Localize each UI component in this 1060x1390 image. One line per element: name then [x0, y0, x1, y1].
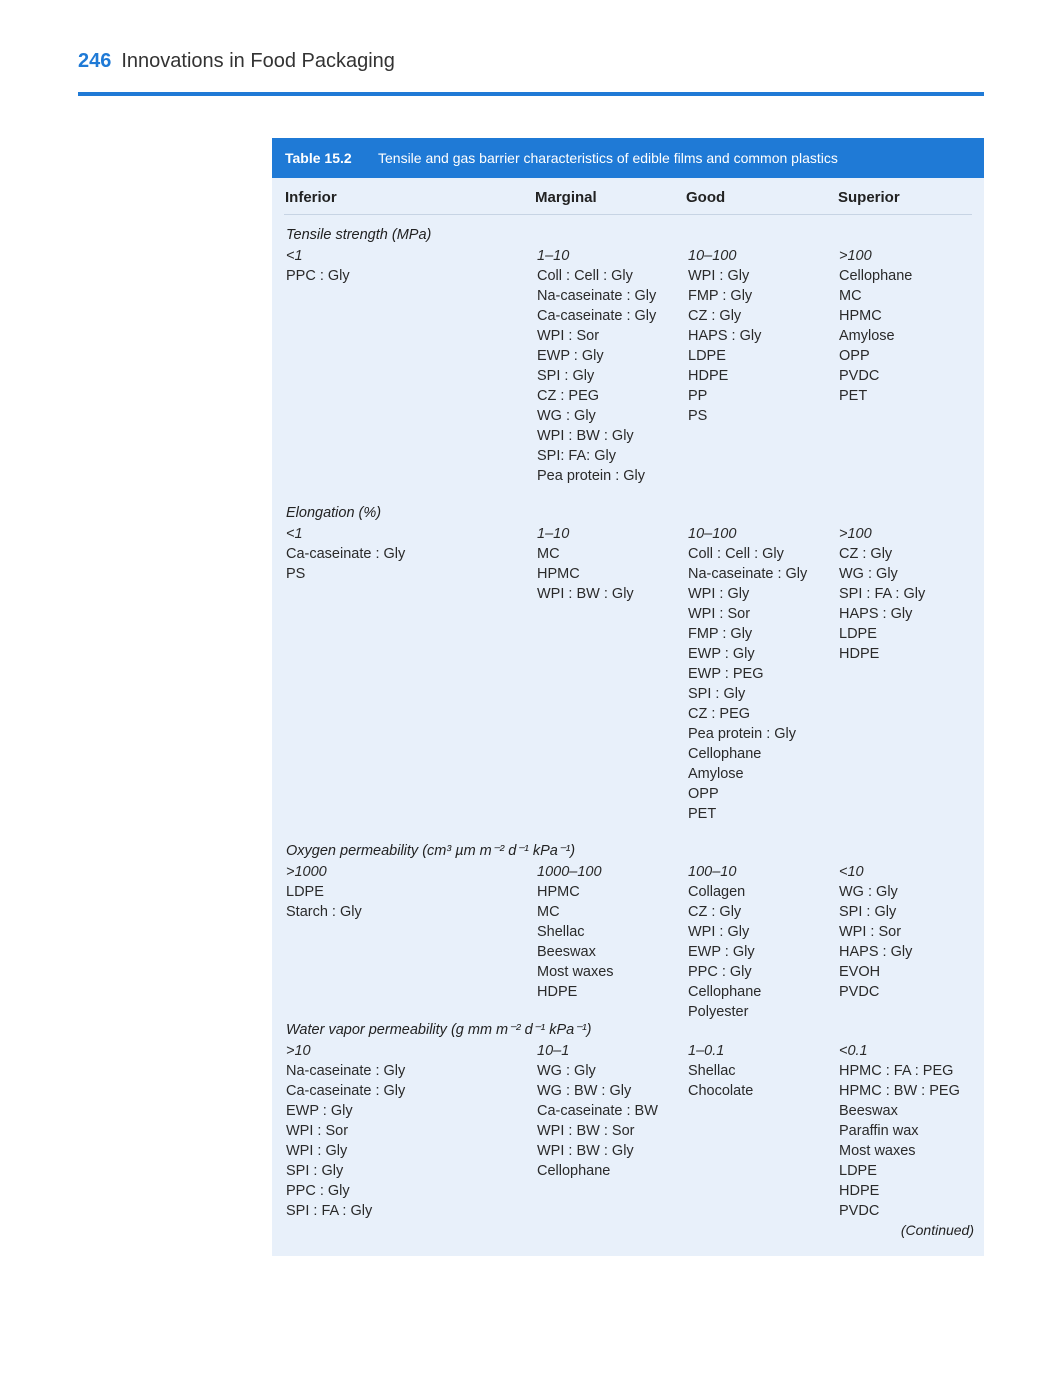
material-entry: EWP : Gly: [537, 348, 604, 364]
material-entry: WPI : Sor: [537, 328, 600, 344]
material-entry: Ca-caseinate : Gly: [537, 308, 657, 324]
range-value: <1: [286, 248, 303, 264]
column-marginal: [537, 246, 656, 486]
material-entry: EWP : Gly: [286, 1103, 353, 1119]
range-value: <10: [839, 864, 864, 880]
material-entry: PPC : Gly: [286, 1183, 350, 1199]
material-entry: MC: [839, 288, 862, 304]
material-entry: HPMC: [537, 566, 580, 582]
header-rule: [78, 92, 984, 96]
column-superior: [839, 1041, 960, 1221]
material-entry: PS: [286, 566, 306, 582]
column-marginal: [537, 524, 634, 604]
material-entry: LDPE: [839, 1163, 877, 1179]
material-entry: Paraffin wax: [839, 1123, 919, 1139]
material-entry: LDPE: [688, 348, 726, 364]
page-header: [78, 50, 395, 73]
material-entry: PVDC: [839, 368, 880, 384]
material-entry: WPI : Gly: [286, 1143, 348, 1159]
material-entry: Shellac: [537, 924, 585, 940]
column-marginal: [537, 1041, 658, 1181]
column-good: [688, 524, 807, 824]
range-value: 1–0.1: [688, 1043, 725, 1059]
material-entry: WPI : BW : Gly: [537, 1143, 634, 1159]
table-caption: [272, 138, 984, 178]
material-entry: PP: [688, 388, 708, 404]
material-entry: Polyester: [688, 1004, 749, 1020]
section-title: Tensile strength (MPa): [286, 227, 432, 243]
section-title: Water vapor permeability (g mm m⁻² d⁻¹ kPa⁻¹): [286, 1022, 592, 1038]
material-entry: HDPE: [839, 1183, 880, 1199]
material-entry: Most waxes: [537, 964, 614, 980]
material-entry: SPI : FA : Gly: [839, 586, 926, 602]
material-entry: WG : Gly: [537, 408, 596, 424]
material-entry: HPMC: [839, 308, 882, 324]
range-value: 10–100: [688, 526, 737, 542]
material-entry: Chocolate: [688, 1083, 754, 1099]
material-entry: MC: [537, 546, 560, 562]
material-entry: EWP : Gly: [688, 646, 755, 662]
table-15-2: [272, 138, 984, 1256]
material-entry: Na-caseinate : Gly: [688, 566, 808, 582]
material-entry: Pea protein : Gly: [537, 468, 645, 484]
table-title: Tensile and gas barrier characteristics of edible films and common plastics: [378, 150, 838, 166]
material-entry: SPI: FA: Gly: [537, 448, 616, 464]
material-entry: WG : BW : Gly: [537, 1083, 632, 1099]
column-header-good: Good: [686, 189, 726, 206]
material-entry: PS: [688, 408, 708, 424]
material-entry: SPI : Gly: [537, 368, 595, 384]
material-entry: LDPE: [839, 626, 877, 642]
page-number: 246: [78, 50, 112, 72]
material-entry: PET: [839, 388, 868, 404]
material-entry: EVOH: [839, 964, 881, 980]
running-title: Innovations in Food Packaging: [121, 50, 395, 72]
material-entry: WPI : BW : Sor: [537, 1123, 635, 1139]
column-superior: [839, 862, 912, 1002]
material-entry: PPC : Gly: [286, 268, 350, 284]
material-entry: PET: [688, 806, 717, 822]
continued-note: (Continued): [900, 1222, 974, 1238]
material-entry: SPI : Gly: [839, 904, 897, 920]
material-entry: WPI : BW : Gly: [537, 428, 634, 444]
material-entry: OPP: [688, 786, 719, 802]
material-entry: HAPS : Gly: [839, 606, 913, 622]
material-entry: HAPS : Gly: [688, 328, 762, 344]
material-entry: WG : Gly: [839, 884, 898, 900]
range-value: 10–1: [537, 1043, 570, 1059]
material-entry: Coll : Cell : Gly: [688, 546, 784, 562]
range-value: >100: [839, 526, 872, 542]
range-value: >1000: [286, 864, 327, 880]
material-entry: CZ : Gly: [688, 308, 742, 324]
column-inferior: [286, 1041, 405, 1221]
material-entry: Most waxes: [839, 1143, 916, 1159]
column-inferior: [286, 862, 362, 922]
range-value: >100: [839, 248, 872, 264]
range-value: 1–10: [537, 526, 570, 542]
material-entry: Amylose: [839, 328, 895, 344]
column-inferior: [286, 246, 350, 286]
material-entry: WG : Gly: [537, 1063, 596, 1079]
material-entry: Starch : Gly: [286, 904, 362, 920]
range-value: 1–10: [537, 248, 570, 264]
material-entry: Beeswax: [537, 944, 596, 960]
material-entry: Ca-caseinate : Gly: [286, 1083, 406, 1099]
material-entry: SPI : Gly: [286, 1163, 344, 1179]
material-entry: Collagen: [688, 884, 746, 900]
column-marginal: [537, 862, 614, 1002]
range-value: 1000–100: [537, 864, 602, 880]
header-divider: [284, 214, 972, 215]
material-entry: HDPE: [688, 368, 729, 384]
material-entry: SPI : Gly: [688, 686, 746, 702]
material-entry: Amylose: [688, 766, 744, 782]
material-entry: WPI : BW : Gly: [537, 586, 634, 602]
material-entry: WPI : Gly: [688, 268, 750, 284]
section-title: Elongation (%): [286, 505, 382, 521]
material-entry: CZ : PEG: [537, 388, 600, 404]
material-entry: CZ : Gly: [839, 546, 893, 562]
material-entry: Na-caseinate : Gly: [537, 288, 657, 304]
material-entry: LDPE: [286, 884, 324, 900]
column-header-marginal: Marginal: [535, 189, 597, 206]
material-entry: Coll : Cell : Gly: [537, 268, 633, 284]
material-entry: PVDC: [839, 984, 880, 1000]
material-entry: HPMC : FA : PEG: [839, 1063, 954, 1079]
column-inferior: [286, 524, 405, 584]
column-header-superior: Superior: [838, 189, 900, 206]
column-good: [688, 246, 761, 426]
material-entry: HDPE: [839, 646, 880, 662]
material-entry: EWP : Gly: [688, 944, 755, 960]
material-entry: SPI : FA : Gly: [286, 1203, 373, 1219]
column-superior: [839, 246, 912, 406]
range-value: >10: [286, 1043, 311, 1059]
material-entry: Na-caseinate : Gly: [286, 1063, 406, 1079]
column-header-inferior: Inferior: [285, 189, 337, 206]
material-entry: Ca-caseinate : Gly: [286, 546, 406, 562]
material-entry: Ca-caseinate : BW: [537, 1103, 658, 1119]
range-value: <1: [286, 526, 303, 542]
material-entry: FMP : Gly: [688, 626, 753, 642]
material-entry: EWP : PEG: [688, 666, 764, 682]
material-entry: Beeswax: [839, 1103, 898, 1119]
section-title: Oxygen permeability (cm³ µm m⁻² d⁻¹ kPa⁻¹): [286, 843, 576, 859]
range-value: <0.1: [839, 1043, 868, 1059]
material-entry: HPMC: [537, 884, 580, 900]
material-entry: FMP : Gly: [688, 288, 753, 304]
material-entry: WPI : Sor: [286, 1123, 349, 1139]
material-entry: WPI : Gly: [688, 586, 750, 602]
material-entry: Shellac: [688, 1063, 736, 1079]
material-entry: WPI : Sor: [688, 606, 751, 622]
material-entry: HDPE: [537, 984, 578, 1000]
material-entry: WG : Gly: [839, 566, 898, 582]
material-entry: OPP: [839, 348, 870, 364]
material-entry: HPMC : BW : PEG: [839, 1083, 960, 1099]
table-label: Table 15.2: [285, 150, 352, 166]
range-value: 100–10: [688, 864, 737, 880]
material-entry: PPC : Gly: [688, 964, 752, 980]
range-value: 10–100: [688, 248, 737, 264]
material-entry: Cellophane: [688, 746, 762, 762]
column-superior: [839, 524, 925, 664]
material-entry: HAPS : Gly: [839, 944, 913, 960]
material-entry: WPI : Sor: [839, 924, 902, 940]
material-entry: Pea protein : Gly: [688, 726, 796, 742]
material-entry: WPI : Gly: [688, 924, 750, 940]
material-entry: Cellophane: [537, 1163, 611, 1179]
material-entry: CZ : PEG: [688, 706, 751, 722]
column-good: [688, 1041, 753, 1101]
material-entry: PVDC: [839, 1203, 880, 1219]
material-entry: CZ : Gly: [688, 904, 742, 920]
column-good: [688, 862, 761, 1022]
material-entry: Cellophane: [839, 268, 913, 284]
material-entry: Cellophane: [688, 984, 762, 1000]
material-entry: MC: [537, 904, 560, 920]
